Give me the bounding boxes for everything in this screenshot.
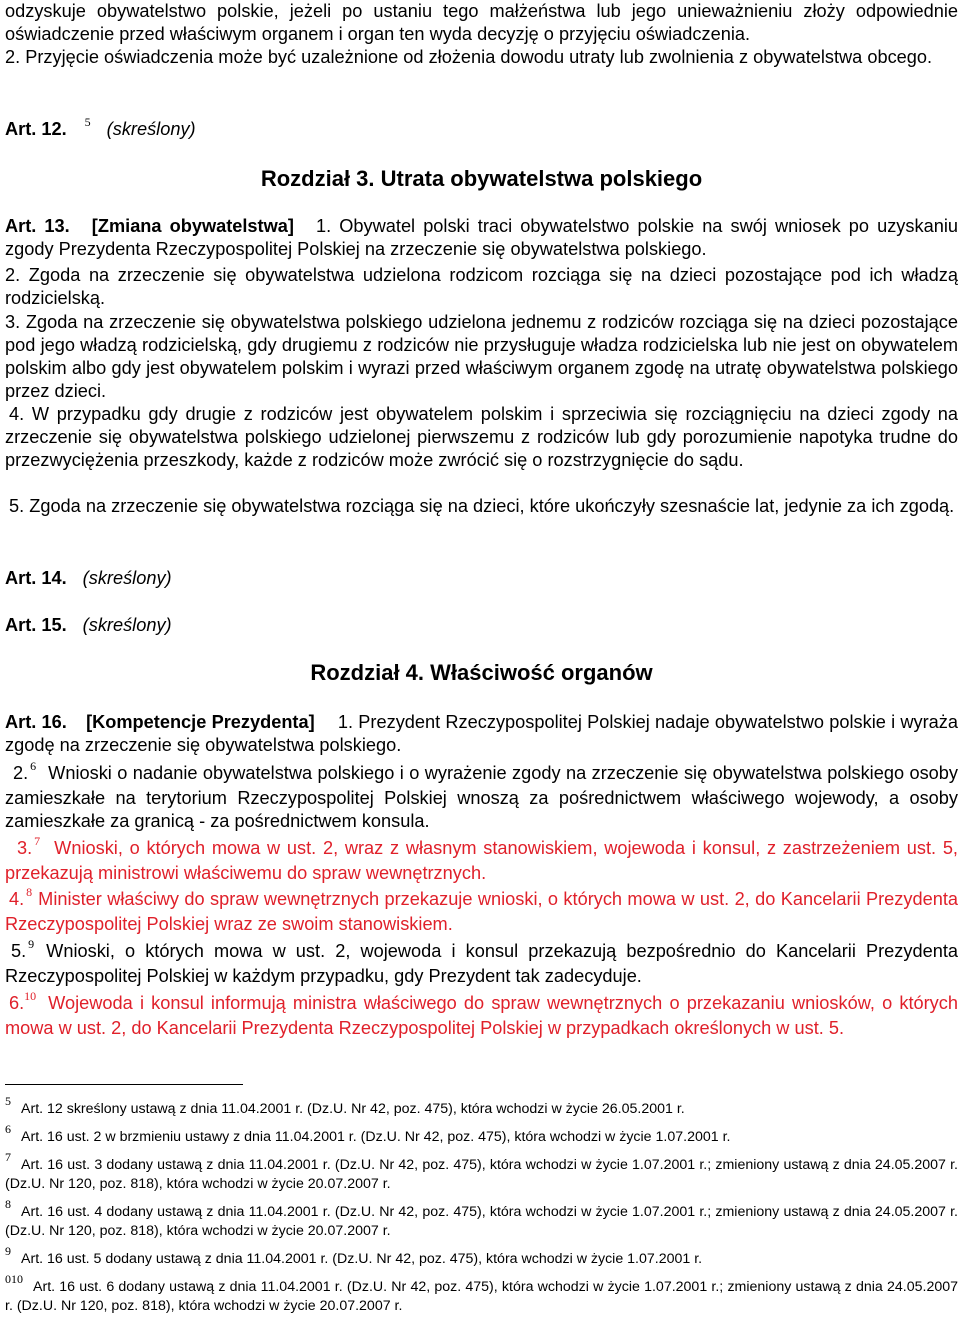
- art-14-status: (skreślony): [82, 568, 172, 588]
- art-16-paragraph-5: [5, 937, 958, 988]
- art-13-paragraph-5: 5. Zgoda na zrzeczenie się obywatelstwa rozciąga się na dzieci, które ukończyły szesnaście lat, jedynie za ich zgodą.: [9, 496, 955, 516]
- footnote-5: [5, 1094, 958, 1119]
- art-16-p2-text: Wnioski o nadanie obywatelstwa polskiego i o wyrażenie zgody na zrzeczenie się obywatelstwa polskiego osoby zamieszkałe na terytorium Rzeczypospolitej Polskiej wnoszą za pośrednictwem właściwego wojewody, a osoby zamieszkałe za granicą - za pośrednictwem konsula.: [5, 763, 958, 831]
- footnote-9: [5, 1244, 958, 1269]
- footnote-ref-6[interactable]: 6: [30, 759, 37, 773]
- footnote-separator: [5, 1084, 243, 1085]
- footnote-ref-8[interactable]: 8: [26, 885, 33, 899]
- art-16-p6-number: 6.: [9, 993, 25, 1013]
- art-13-paragraph-3: 3. Zgoda na zrzeczenie się obywatelstwa polskiego udzielona jednemu z rodziców rozciąga się na dzieci pozostające pod jego władzą rodzicielską, gdy drugiemu z rodziców nie przysługuje władza rodzicielska lub nie jest on obywatelem polskim albo gdy jest obywatelem polskim i wyrazi przed właściwym organem zgodę na utratę obywatelstwa polskiego przez dzieci.: [5, 312, 958, 401]
- footnote-9-text: Art. 16 ust. 5 dodany ustawą z dnia 11.04.2001 r. (Dz.U. Nr 42, poz. 475), która wchodzi w życie 1.07.2001 r.: [21, 1251, 703, 1267]
- art-12: [5, 115, 958, 143]
- art-16-paragraph-1: [5, 711, 958, 757]
- art-16-p3-text: Wnioski, o których mowa w ust. 2, wraz z własnym stanowiskiem, wojewoda i konsul, z zastrzeżeniem ust. 5, przekazują ministrowi właściwemu do spraw wewnętrznych.: [5, 838, 958, 883]
- continuation-paragraph-1: odzyskuje obywatelstwo polskie, jeżeli po ustaniu tego małżeństwa lub jego unieważnieniu złoży odpowiednie oświadczenie przed właściwym organem i organ ten wyda decyzję o przyjęciu oświadczenia.: [5, 1, 958, 44]
- art-16-paragraph-2: [5, 759, 958, 833]
- footnote-6-number: 6: [5, 1122, 11, 1136]
- footnote-10-text: Art. 16 ust. 6 dodany ustawą z dnia 11.04.2001 r. (Dz.U. Nr 42, poz. 475), która wchodzi w życie 1.07.2001 r.; zmieniony ustawą z dnia 24.05.2007 r. (Dz.U. Nr 120, poz. 818), która wchodzi w życie 20.07.2007 r.: [5, 1279, 958, 1314]
- art-16-p3-number: 3.: [17, 838, 33, 858]
- art-13-paragraph-1: [5, 215, 958, 261]
- art-16-paragraph-6: [5, 989, 958, 1040]
- art-13-label: Art. 13.: [5, 216, 70, 236]
- art-12-label: Art. 12.: [5, 119, 67, 139]
- art-16-label: Art. 16.: [5, 712, 67, 732]
- footnote-7: [5, 1150, 958, 1194]
- footnote-7-number: 7: [5, 1150, 11, 1164]
- footnote-8-text: Art. 16 ust. 4 dodany ustawą z dnia 11.04.2001 r. (Dz.U. Nr 42, poz. 475), która wchodzi w życie 1.07.2001 r.; zmieniony ustawą z dnia 24.05.2007 r. (Dz.U. Nr 120, poz. 818), która wchodzi w życie 20.07.2007 r.: [5, 1204, 958, 1239]
- art-16-p5-number: 5.: [11, 941, 27, 961]
- footnote-ref-7[interactable]: 7: [34, 834, 41, 848]
- footnote-8-number: 8: [5, 1197, 11, 1211]
- chapter-4-title: Rozdział 4. Właściwość organów: [310, 660, 653, 685]
- art-12-status: (skreślony): [106, 119, 196, 139]
- art-16-p6-text: Wojewoda i konsul informują ministra właściwego do spraw wewnętrznych o przekazaniu wniosków, o których mowa w ust. 2, do Kancelarii Prezydenta Rzeczypospolitej Polskiej w przypadkach określonych w ust. 5.: [5, 993, 958, 1038]
- footnote-9-number: 9: [5, 1244, 11, 1258]
- footnote-ref-10[interactable]: 10: [24, 989, 37, 1003]
- art-16-paragraph-4: [5, 885, 958, 936]
- art-15: [5, 614, 958, 637]
- art-15-label: Art. 15.: [5, 615, 67, 635]
- art-13-paragraph-4: 4. W przypadku gdy drugie z rodziców jest obywatelem polskim i sprzeciwia się rozciągnięciu na dzieci zgody na zrzeczenie się obywatelstwa polskiego udzielonej pierwszemu z rodziców lub gdy porozumienie napotyka trudne do przezwyciężenia przeszkody, każde z rodziców może zwrócić się o rozstrzygnięcie do sądu.: [5, 404, 958, 470]
- art-16-p4-number: 4.: [9, 889, 25, 909]
- art-13-paragraph-2: 2. Zgoda na zrzeczenie się obywatelstwa udzielona rodzicom rozciąga się na dzieci pozostające pod ich władzą rodzicielską.: [5, 265, 958, 308]
- art-14-label: Art. 14.: [5, 568, 67, 588]
- art-16-p4-text: Minister właściwy do spraw wewnętrznych przekazuje wnioski, o których mowa w ust. 2, do Kancelarii Prezydenta Rzeczypospolitej Polskiej wraz ze swoim stanowiskiem.: [5, 889, 958, 934]
- art-15-status: (skreślony): [82, 615, 172, 635]
- art-14: [5, 567, 958, 590]
- art-16-paragraph-3: [5, 834, 958, 885]
- art-16-p1-text: 1. Prezydent Rzeczypospolitej Polskiej nadaje obywatelstwo polskie i wyraża zgodę na zrzeczenie się obywatelstwa polskiego.: [5, 712, 958, 755]
- footnote-6: [5, 1122, 958, 1147]
- art-16-heading: [Kompetencje Prezydenta]: [86, 712, 315, 732]
- footnote-8: [5, 1197, 958, 1241]
- art-13-heading: [Zmiana obywatelstwa]: [91, 216, 294, 236]
- footnote-6-text: Art. 16 ust. 2 w brzmieniu ustawy z dnia 11.04.2001 r. (Dz.U. Nr 42, poz. 475), która wchodzi w życie 1.07.2001 r.: [21, 1129, 731, 1145]
- art-13-p1-text: 1. Obywatel polski traci obywatelstwo polskie na swój wniosek po uzyskaniu zgody Prezydenta Rzeczypospolitej Polskiej na zrzeczenie się obywatelstwa polskiego.: [5, 216, 958, 259]
- footnote-5-number: 5: [5, 1094, 11, 1108]
- footnote-10-number: 010: [5, 1272, 23, 1286]
- art-16-p2-number: 2.: [13, 763, 29, 783]
- footnote-7-text: Art. 16 ust. 3 dodany ustawą z dnia 11.04.2001 r. (Dz.U. Nr 42, poz. 475), która wchodzi w życie 1.07.2001 r.; zmieniony ustawą z dnia 24.05.2007 r. (Dz.U. Nr 120, poz. 818), która wchodzi w życie 20.07.2007 r.: [5, 1157, 958, 1192]
- footnote-10: [5, 1272, 958, 1316]
- chapter-3-title: Rozdział 3. Utrata obywatelstwa polskiego: [260, 166, 703, 191]
- footnote-ref-5[interactable]: 5: [84, 115, 91, 129]
- footnote-ref-9[interactable]: 9: [28, 937, 35, 951]
- art-16-p5-text: Wnioski, o których mowa w ust. 2, wojewoda i konsul przekazują bezpośrednio do Kancelarii Prezydenta Rzeczypospolitej Polskiej w każdym przypadku, gdy Prezydent tak zadecyduje.: [5, 941, 958, 986]
- footnote-5-text: Art. 12 skreślony ustawą z dnia 11.04.2001 r. (Dz.U. Nr 42, poz. 475), która wchodzi w życie 26.05.2001 r.: [21, 1101, 685, 1117]
- continuation-paragraph-2: 2. Przyjęcie oświadczenia może być uzależnione od złożenia dowodu utraty lub zwolnienia z obywatelstwa obcego.: [5, 47, 933, 67]
